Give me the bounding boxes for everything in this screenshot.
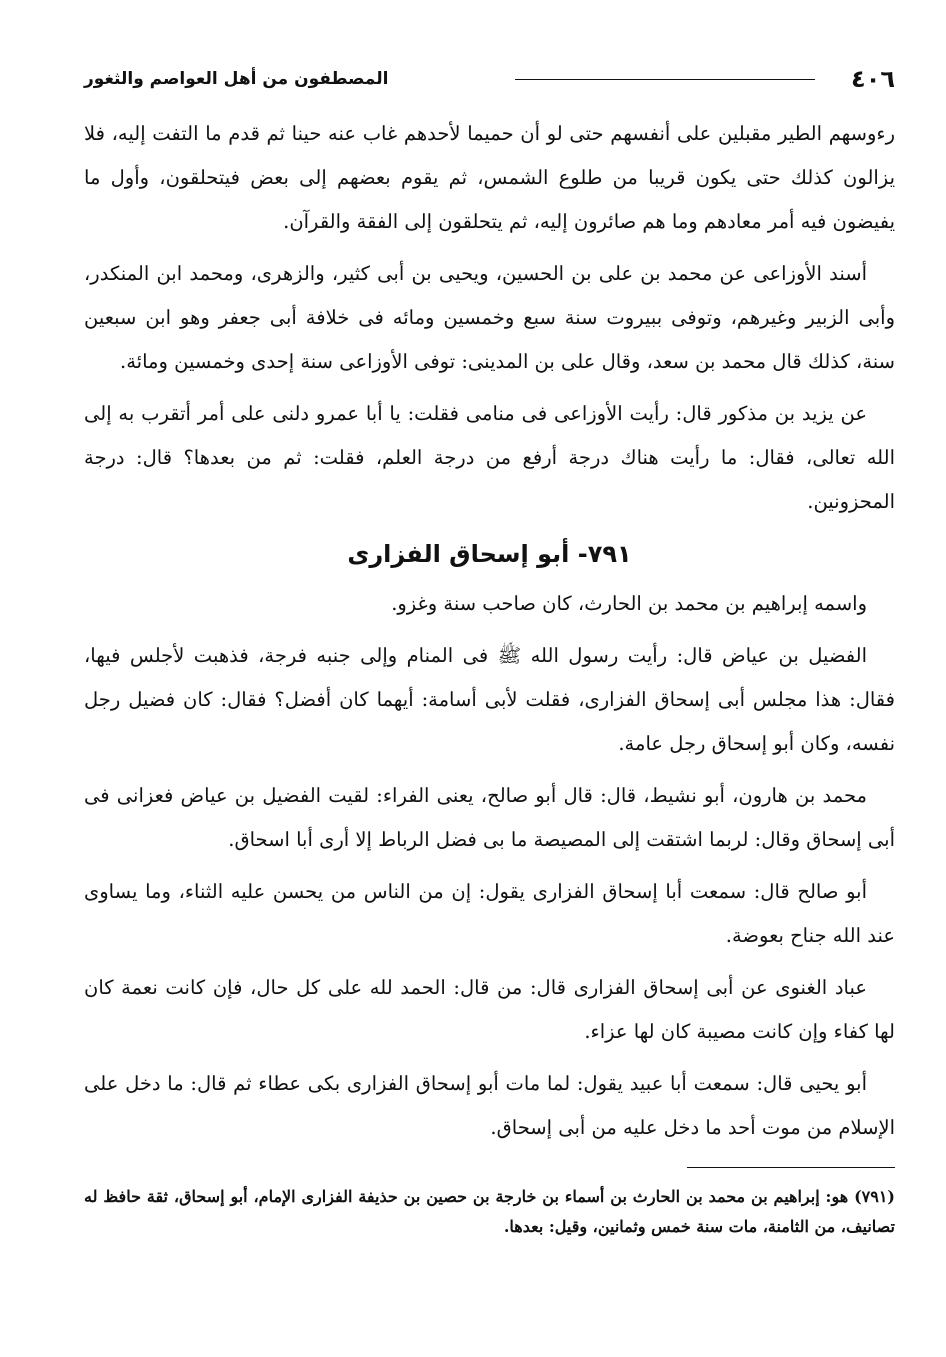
paragraph: الفضيل بن عياض قال: رأيت رسول الله ﷺ فى المنام وإلى جنبه فرجة، فذهبت لأجلس فيها، فقال: هذا مجلس أبى إسحاق الفزارى، فقلت لأبى أسامة: أيهما كان أفضل؟ فقال: كان فضيل رجل نفسه، وكان أبو إسحاق رجل عامة. — [84, 644, 895, 755]
paragraph: رءوسهم الطير مقبلين على أنفسهم حتى لو أن حميما لأحدهم غاب عنه حينا ثم قدم ما التفت إليه، فلا يزالون كذلك حتى يكون قريبا من طلوع الشمس، ثم يقوم بعضهم إلى بعض فيتحلقون، وأول ما يفيضون فيه أمر معادهم وما هم صائرون إليه، ثم يتحلقون إلى الفقة والقرآن. — [84, 122, 895, 233]
page-header — [84, 64, 895, 100]
paragraph: واسمه إبراهيم بن محمد بن الحارث، كان صاحب سنة وغزو. — [391, 592, 867, 615]
page-number: ٤٠٦ — [851, 65, 895, 93]
paragraph: عن يزيد بن مذكور قال: رأيت الأوزاعى فى منامى فقلت: يا أبا عمرو دلنى على أمر أتقرب به إلى الله تعالى، فقال: ما رأيت هناك درجة أرفع من درجة العلم، فقلت: ثم من بعدها؟ قال: درجة المحزونين. — [84, 402, 895, 513]
paragraph: أسند الأوزاعى عن محمد بن على بن الحسين، ويحيى بن أبى كثير، والزهرى، ومحمد ابن المنكدر، وأبى الزبير وغيرهم، وتوفى ببيروت سنة سبع وخمسين ومائه فى خلافة أبى جعفر وهو ابن سبعين سنة، كذلك قال محمد بن سعد، وقال على بن المدينى: توفى الأوزاعى سنة إحدى وخمسين ومائة. — [84, 262, 895, 373]
book-page — [84, 64, 895, 1284]
footnote — [84, 1182, 895, 1242]
paragraph: أبو صالح قال: سمعت أبا إسحاق الفزارى يقول: إن من الناس من يحسن عليه الثناء، وما يساوى عند الله جناح بعوضة. — [84, 880, 895, 947]
paragraph: محمد بن هارون، أبو نشيط، قال: قال أبو صالح، يعنى الفراء: لقيت الفضيل بن عياض فعزانى فى أبى إسحاق وقال: لربما اشتقت إلى المصيصة ما بى فضل الرباط إلا أرى أبا اسحاق. — [84, 784, 895, 851]
page-body — [84, 112, 895, 1158]
header-rule — [515, 79, 815, 80]
section-heading: ٧٩١- أبو إسحاق الفزارى — [347, 540, 632, 568]
footnote-rule — [687, 1167, 895, 1168]
paragraph: عباد الغنوى عن أبى إسحاق الفزارى قال: من قال: الحمد لله على كل حال، فإن كانت نعمة كان لها كفاء وإن كانت مصيبة كان لها عزاء. — [84, 976, 895, 1043]
footnote-text: (٧٩١) هو: إبراهيم بن محمد بن الحارث بن أسماء بن خارجة بن حصين بن حذيفة الفزارى الإمام، أبو إسحاق، ثقة حافظ له تصانيف، من الثامنة، مات سنة خمس وثمانين، وقيل: بعدها. — [84, 1187, 895, 1236]
running-title: المصطفون من أهل العواصم والثغور — [84, 69, 389, 89]
paragraph: أبو يحيى قال: سمعت أبا عبيد يقول: لما مات أبو إسحاق الفزارى بكى عطاء ثم قال: ما دخل على الإسلام من موت أحد ما دخل عليه من أبى إسحاق. — [84, 1072, 895, 1139]
